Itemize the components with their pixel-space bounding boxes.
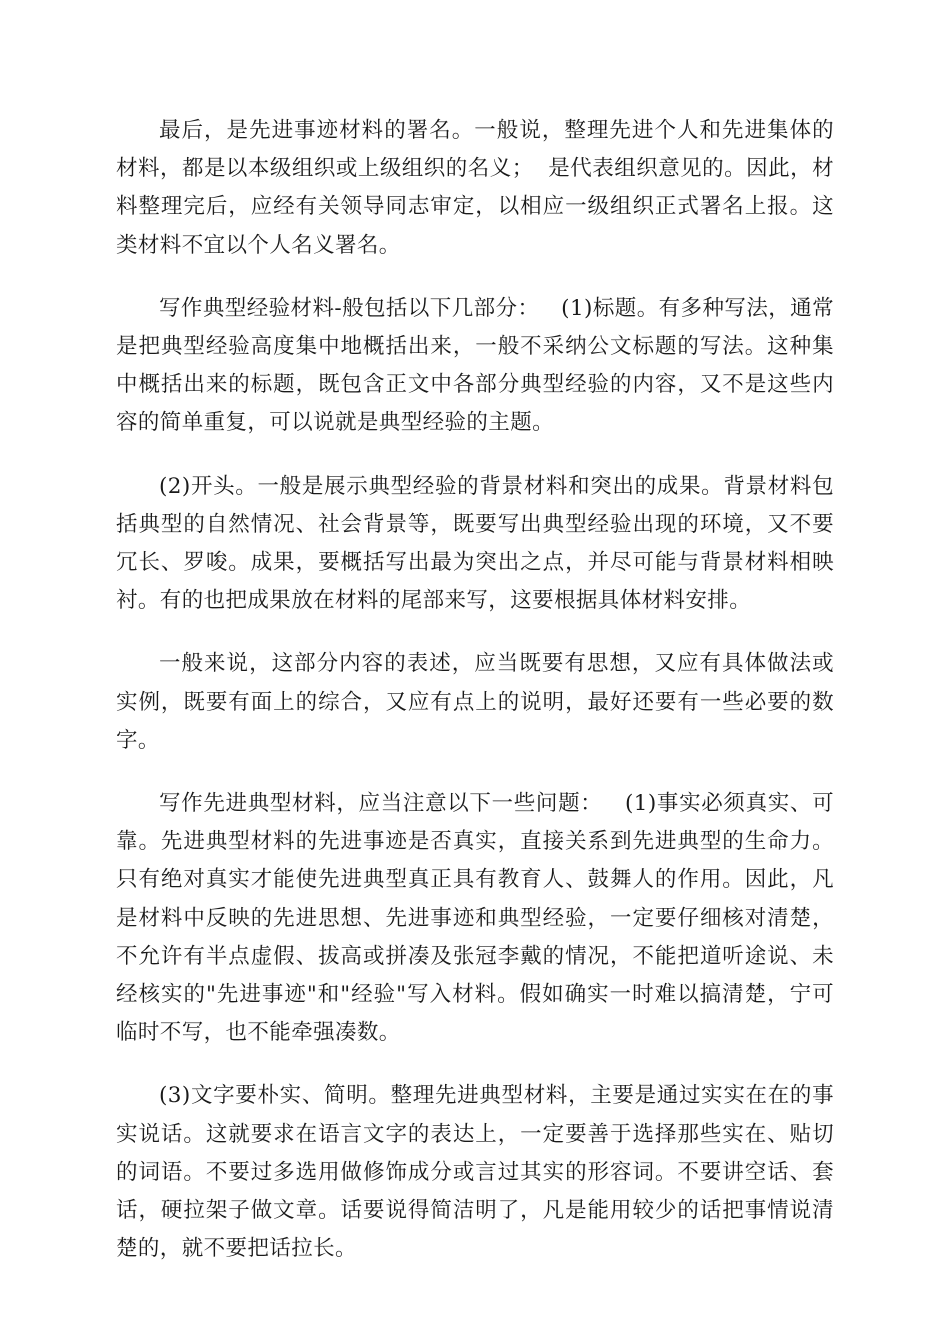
- paragraph-content-expression: 一般来说，这部分内容的表述，应当既要有思想，又应有具体做法或实例，既要有面上的综合，又应有点上的说明，最好还要有一些必要的数字。: [116, 651, 834, 753]
- paragraph-authenticity: 写作先进典型材料，应当注意以下一些问题： (1)事实必须真实、可靠。先进典型材料的先进事迹是否真实，直接关系到先进典型的生命力。只有绝对真实才能使先进典型真正具有教育人、鼓舞人的作用。因此，凡是材料中反映的先进思想、先进事迹和典型经验，一定要仔细核对清楚，不允许有半点虚假、拔高或拼凑及张冠李戴的情况，不能把道听途说、未经核实的"先进事迹"和"经验"写入材料。假如确实一时难以搞清楚，宁可临时不写，也不能牵强凑数。: [116, 791, 834, 1046]
- paragraph-signature: 最后，是先进事迹材料的署名。一般说，整理先进个人和先进集体的材料，都是以本级组织或上级组织的名义； 是代表组织意见的。因此，材料整理完后，应经有关领导同志审定，以相应一级组织正式署名上报。这类材料不宜以个人名义署名。: [116, 118, 834, 258]
- document-body: [116, 112, 834, 1293]
- paragraph-opening: (2)开头。一般是展示典型经验的背景材料和突出的成果。背景材料包括典型的自然情况、社会背景等，既要写出典型经验出现的环境，又不要冗长、罗唆。成果，要概括写出最为突出之点，并尽可能与背景材料相映衬。有的也把成果放在材料的尾部来写，这要根据具体材料安排。: [116, 473, 834, 614]
- paragraph-plain-language: (3)文字要朴实、简明。整理先进典型材料，主要是通过实实在在的事实说话。这就要求在语言文字的表达上，一定要善于选择那些实在、贴切的词语。不要过多选用做修饰成分或言过其实的形容词。不要讲空话、套话，硬拉架子做文章。话要说得简洁明了，凡是能用较少的话把事情说清楚的，就不要把话拉长。: [116, 1083, 834, 1262]
- paragraph-experience-title: 写作典型经验材料-般包括以下几部分： (1)标题。有多种写法，通常是把典型经验高度集中地概括出来，一般不采纳公文标题的写法。这种集中概括出来的标题，既包含正文中各部分典型经验的内容，又不是这些内容的简单重复，可以说就是典型经验的主题。: [116, 295, 834, 436]
